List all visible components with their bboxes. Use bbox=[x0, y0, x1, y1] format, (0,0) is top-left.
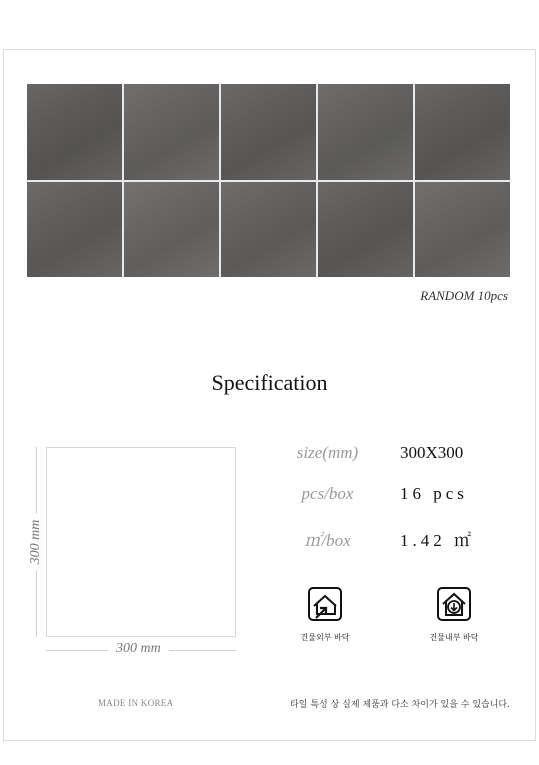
spec-title: Specification bbox=[211, 370, 328, 395]
gallery-caption: RANDOM 10pcs bbox=[420, 288, 508, 303]
width-dimension-label: 300 mm bbox=[108, 641, 169, 657]
spec-row-area bbox=[280, 526, 510, 550]
origin-label: MADE IN KOREA bbox=[98, 698, 174, 708]
tile-swatch bbox=[318, 182, 413, 278]
spec-value-pcs: 16 pcs bbox=[400, 484, 468, 503]
tile-swatch bbox=[415, 84, 510, 180]
spec-value-area: 1.42 ㎡ bbox=[400, 531, 475, 550]
spec-label-area: ㎡/box bbox=[304, 531, 351, 550]
tile-swatch bbox=[27, 182, 122, 278]
spec-row-pcs bbox=[280, 484, 510, 508]
tile-swatch bbox=[221, 84, 316, 180]
spec-value-size: 300X300 bbox=[400, 443, 464, 462]
product-notice: 타일 특성 상 실제 제품과 다소 차이가 있을 수 있습니다. bbox=[290, 700, 510, 710]
height-dimension-label: 300 mm bbox=[28, 514, 44, 571]
spec-label-pcs: pcs/box bbox=[301, 484, 354, 503]
usage-label-exterior: 건물외부 바닥 bbox=[300, 633, 350, 642]
tile-swatch bbox=[415, 182, 510, 278]
tile-swatch bbox=[124, 84, 219, 180]
tile-swatch bbox=[318, 84, 413, 180]
interior-floor-icon bbox=[437, 587, 471, 621]
spec-label-size: size(mm) bbox=[296, 443, 359, 462]
tile-swatch bbox=[221, 182, 316, 278]
exterior-floor-icon bbox=[308, 587, 342, 621]
tile-swatch bbox=[27, 84, 122, 180]
spec-row-size bbox=[280, 443, 510, 467]
usage-label-interior: 건물내부 바닥 bbox=[429, 633, 479, 642]
tile-dimension-square bbox=[46, 447, 236, 637]
tile-swatch bbox=[124, 182, 219, 278]
tile-gallery bbox=[27, 84, 510, 277]
